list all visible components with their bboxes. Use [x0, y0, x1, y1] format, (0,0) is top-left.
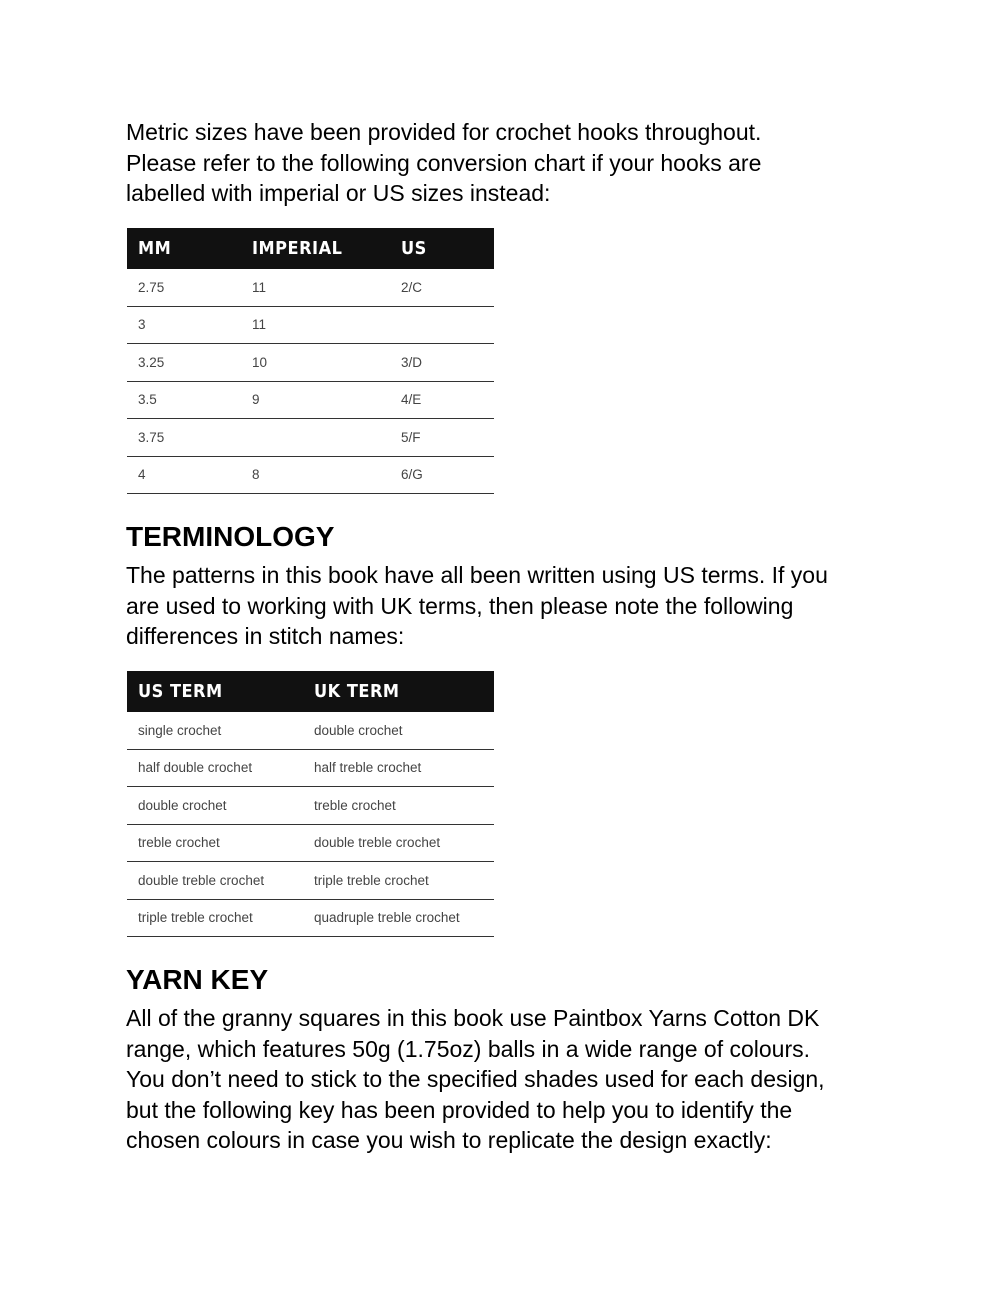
intro-line: labelled with imperial or US sizes instead: — [126, 180, 551, 206]
cell-us-term: treble crochet — [127, 824, 303, 862]
cell-us: 4/E — [390, 381, 494, 419]
yarn-key-line: but the following key has been provided to help you to identify the — [126, 1096, 793, 1123]
yarn-key-line: chosen colours in case you wish to replicate the design exactly: — [126, 1127, 772, 1153]
table-row — [127, 787, 494, 825]
cell-uk-term: double treble crochet — [303, 824, 494, 862]
cell-imperial — [241, 419, 390, 457]
intro-paragraph — [126, 117, 906, 209]
terminology-heading: TERMINOLOGY — [126, 521, 335, 552]
table-row — [127, 306, 494, 344]
table-row — [127, 269, 494, 306]
cell-uk-term: half treble crochet — [303, 749, 494, 787]
hook-size-table — [127, 228, 494, 494]
cell-us: 3/D — [390, 344, 494, 382]
cell-imperial: 10 — [241, 344, 390, 382]
terminology-line: differences in stitch names: — [126, 623, 405, 649]
table-row — [127, 899, 494, 937]
cell-mm: 3.75 — [127, 419, 241, 457]
terminology-line: are used to working with UK terms, then please note the following — [126, 592, 794, 619]
column-header-mm: MM — [127, 228, 241, 269]
cell-uk-term: triple treble crochet — [303, 862, 494, 900]
cell-us: 5/F — [390, 419, 494, 457]
cell-uk-term: quadruple treble crochet — [303, 899, 494, 937]
cell-mm: 3.25 — [127, 344, 241, 382]
cell-us — [390, 306, 494, 344]
intro-line: Metric sizes have been provided for crochet hooks throughout. — [126, 119, 762, 145]
table-row — [127, 381, 494, 419]
cell-uk-term: treble crochet — [303, 787, 494, 825]
table-row — [127, 749, 494, 787]
terminology-line: The patterns in this book have all been written using US terms. If you — [126, 562, 828, 588]
table-row — [127, 456, 494, 494]
column-header-uk-term: UK TERM — [303, 671, 494, 712]
cell-us-term: double treble crochet — [127, 862, 303, 900]
table-row — [127, 419, 494, 457]
cell-imperial: 11 — [241, 269, 390, 306]
table-header-row — [127, 671, 494, 712]
cell-us-term: double crochet — [127, 787, 303, 825]
yarn-key-line: range, which features 50g (1.75oz) balls in a wide range of colours. — [126, 1035, 811, 1062]
cell-mm: 2.75 — [127, 269, 241, 306]
yarn-key-paragraph — [126, 1003, 906, 1156]
cell-mm: 3 — [127, 306, 241, 344]
table-row — [127, 824, 494, 862]
yarn-key-heading: YARN KEY — [126, 964, 269, 995]
table-row — [127, 712, 494, 749]
cell-us-term: single crochet — [127, 712, 303, 749]
column-header-us-term: US TERM — [127, 671, 303, 712]
cell-mm: 3.5 — [127, 381, 241, 419]
cell-mm: 4 — [127, 456, 241, 494]
table-row — [127, 344, 494, 382]
cell-us: 6/G — [390, 456, 494, 494]
intro-line: Please refer to the following conversion chart if your hooks are — [126, 149, 762, 176]
column-header-imperial: IMPERIAL — [241, 228, 390, 269]
cell-uk-term: double crochet — [303, 712, 494, 749]
cell-imperial: 9 — [241, 381, 390, 419]
table-header-row — [127, 228, 494, 269]
cell-imperial: 8 — [241, 456, 390, 494]
column-header-us: US — [390, 228, 494, 269]
cell-imperial: 11 — [241, 306, 390, 344]
terminology-paragraph — [126, 560, 906, 652]
cell-us: 2/C — [390, 269, 494, 306]
cell-us-term: triple treble crochet — [127, 899, 303, 937]
stitch-term-table — [127, 671, 494, 937]
cell-us-term: half double crochet — [127, 749, 303, 787]
yarn-key-line: All of the granny squares in this book use Paintbox Yarns Cotton DK — [126, 1005, 820, 1031]
table-row — [127, 862, 494, 900]
yarn-key-line: You don’t need to stick to the specified shades used for each design, — [126, 1066, 825, 1092]
